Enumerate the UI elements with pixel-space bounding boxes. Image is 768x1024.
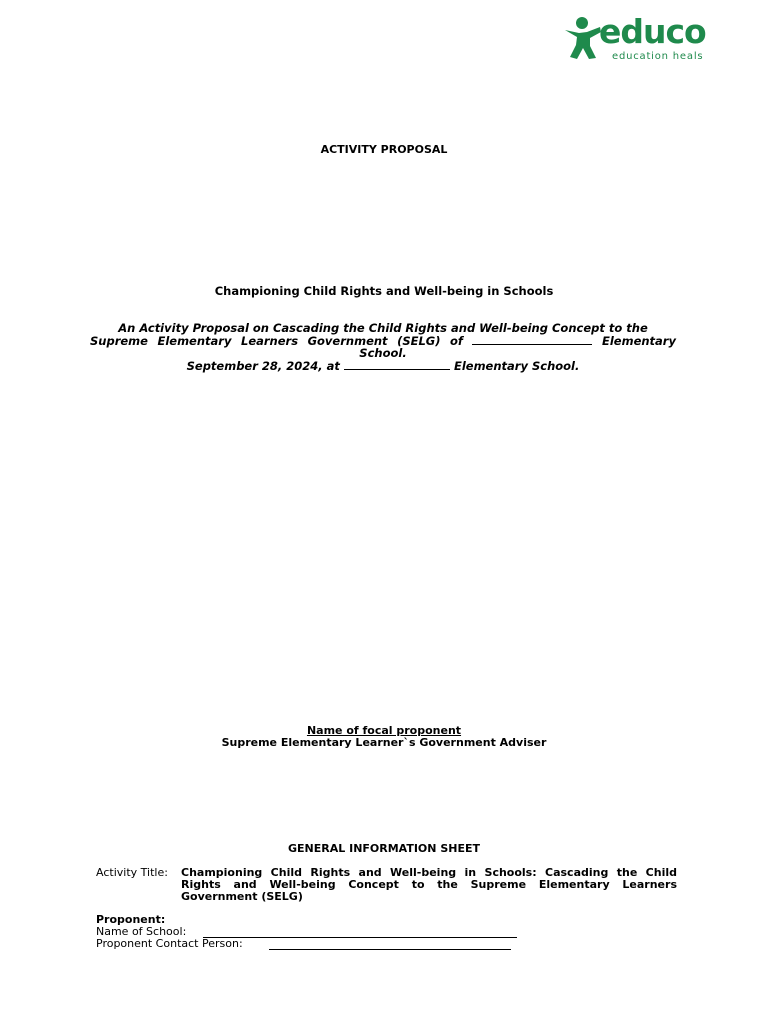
subtitle-line-1: An Activity Proposal on Cascading the Child Rights and Well-being Concept to the <box>118 321 648 335</box>
subtitle-line-2-start: Supreme Elementary Learners Government (SELG) of <box>90 334 463 348</box>
activity-title-label: Activity Title: <box>96 866 168 879</box>
subtitle-line-4 <box>90 359 676 372</box>
school-name-field <box>203 937 517 938</box>
logo-tagline: education heals <box>612 51 704 62</box>
subtitle-venue-end: Elementary School. <box>453 359 580 373</box>
subtitle-line-3: School. <box>359 346 407 360</box>
focal-proponent-label: Name of focal proponent <box>306 724 462 737</box>
proposal-title: Championing Child Rights and Well-being in Schools <box>214 284 554 298</box>
subtitle-date: September 28, 2024, at <box>186 359 340 373</box>
activity-title-value: Championing Child Rights and Well-being in Schools: Cascading the Child Rights and Well-being Concept to the Supreme Elementary Learners Government (SELG) <box>181 866 677 903</box>
proposal-subtitle <box>90 322 676 372</box>
venue-blank <box>344 359 450 370</box>
educo-logo <box>563 14 733 64</box>
person-figure-icon <box>563 16 603 60</box>
general-info-heading: GENERAL INFORMATION SHEET <box>288 842 480 855</box>
subtitle-line-2-end: Elementary <box>601 334 676 348</box>
contact-person-field <box>269 949 511 950</box>
school-name-label: Name of School: <box>96 925 187 938</box>
school-blank <box>472 334 592 345</box>
proponent-role: Supreme Elementary Learner`s Government Adviser <box>221 736 547 749</box>
proponent-heading: Proponent: <box>96 913 166 926</box>
document-type-heading: ACTIVITY PROPOSAL <box>320 143 448 156</box>
contact-person-label: Proponent Contact Person: <box>96 937 243 950</box>
logo-wordmark: educo <box>599 12 706 51</box>
